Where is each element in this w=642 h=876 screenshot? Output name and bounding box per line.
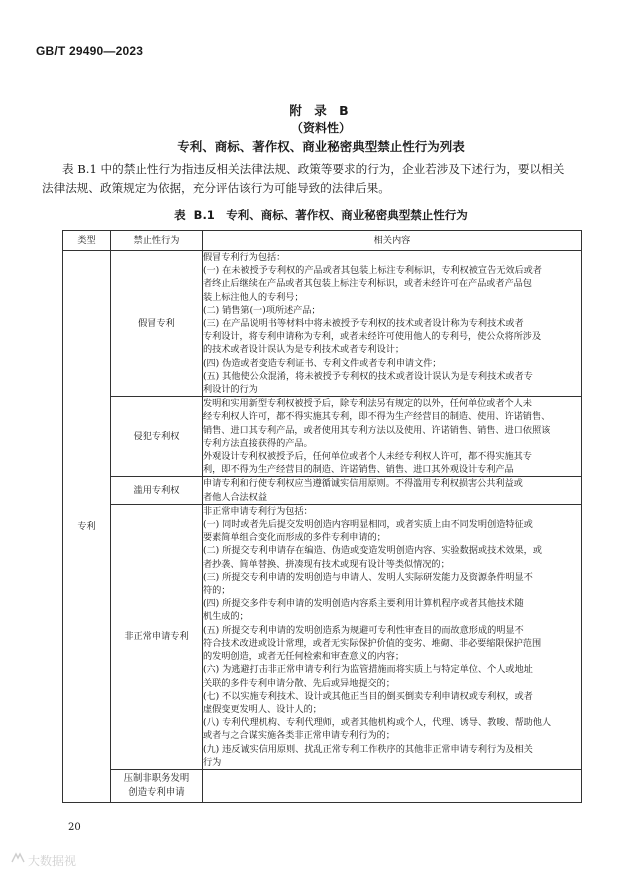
content-line: 经专利权人许可，都不得实施其专利，即不得为生产经营目的制造、使用、许诺销售、 bbox=[203, 411, 551, 423]
content-line: 专利设计，将专利申请称为专利，或者未经许可使用他人的专利号，使公众将所涉及 bbox=[203, 331, 542, 343]
prohibited-act-cell: 侵犯专利权 bbox=[111, 397, 203, 477]
header-prohibited: 禁止性行为 bbox=[111, 231, 203, 251]
prohibited-act-cell: 非正常申请专利 bbox=[111, 504, 203, 769]
content-line: 专利方法直接获得的产品。 bbox=[203, 437, 313, 449]
content-line: 申请专利和行使专利权应当遵循诚实信用原则。不得滥用专利权损害公共利益或 bbox=[203, 478, 523, 490]
page-number: 20 bbox=[68, 822, 81, 833]
content-line: 的技术或者设计误认为是专利技术或者专利设计； bbox=[203, 344, 405, 356]
header-content: 相关内容 bbox=[203, 231, 582, 251]
content-cell bbox=[203, 251, 582, 397]
table-row bbox=[63, 769, 582, 802]
content-line: 装上标注他人的专利号； bbox=[203, 291, 304, 303]
annex-type: （资料性） bbox=[290, 121, 351, 135]
prohibited-acts-table bbox=[62, 230, 582, 803]
content-line: 假冒专利行为包括： bbox=[203, 252, 286, 263]
content-line: (五) 其他使公众混淆，将未被授予专利权的技术或者设计误认为是专利技术或者专 bbox=[203, 370, 533, 382]
content-line: (一) 同时或者先后提交发明创造内容明显相同，或者实质上由不同发明创造特征或 bbox=[203, 519, 533, 531]
content-line: 发明和实用新型专利权被授予后，除专利法另有规定的以外，任何单位或者个人未 bbox=[203, 398, 532, 410]
content-line: 的发明创造，或者无任何检索和审查意义的内容； bbox=[203, 651, 405, 663]
content-line: (三) 在产品说明书等材料中将未被授予专利权的技术或者设计称为专利技术或者 bbox=[203, 318, 524, 330]
content-line: (八) 专利代理机构、专利代理师，或者其他机构或个人，代理、诱导、教唆、帮助他人 bbox=[203, 717, 552, 729]
content-line: 者他人合法权益 bbox=[203, 491, 267, 503]
content-line: (四) 伪造或者变造专利证书、专利文件或者专利申请文件； bbox=[203, 357, 442, 369]
content-line: 符的； bbox=[203, 585, 231, 597]
content-line: (七) 不以实施专利技术、设计或其他正当目的倒买倒卖专利申请权或专利权，或者 bbox=[203, 690, 533, 702]
content-line: 机生成的； bbox=[203, 611, 249, 623]
content-line: (二) 所提交专利申请存在编造、伪造或变造发明创造内容、实验数据或技术效果，或 bbox=[203, 545, 542, 557]
intro-line: 表 B.1 中的禁止性行为指违反相关法律法规、政策等要求的行为，企业若涉及下述行为，要以相关 bbox=[62, 162, 565, 176]
table-row bbox=[63, 251, 582, 397]
content-line: 外观设计专利权被授予后，任何单位或者个人未经专利权人许可，都不得实施其专 bbox=[203, 451, 532, 463]
intro-line: 法律法规、政策规定为依据，充分评估该行为可能导致的法律后果。 bbox=[42, 181, 390, 195]
category-cell: 专利 bbox=[63, 251, 111, 803]
annex-name: 专利、商标、著作权、商业秘密典型禁止性行为列表 bbox=[177, 139, 465, 154]
table-row bbox=[63, 397, 582, 477]
content-line: 非正常申请专利行为包括： bbox=[203, 505, 313, 517]
content-line: 符合技术改进或设计常理，或者无实际保护价值的变劣、堆砌、非必要缩限保护范围 bbox=[203, 637, 542, 649]
annex-title: 附 录 B bbox=[289, 103, 353, 118]
content-cell bbox=[203, 504, 582, 769]
content-line: 利，即不得为生产经营目的制造、许诺销售、销售、进口其外观设计专利产品 bbox=[203, 464, 514, 476]
header-category: 类型 bbox=[63, 231, 111, 251]
content-line: (六) 为逃避打击非正常申请专利行为监管措施而将实质上与特定单位、个人或地址 bbox=[203, 664, 533, 676]
table-title: 表 B.1 专利、商标、著作权、商业秘密典型禁止性行为 bbox=[174, 208, 468, 222]
content-line: 行为 bbox=[203, 756, 222, 768]
table-row bbox=[63, 477, 582, 504]
table-row bbox=[63, 504, 582, 769]
content-line: (三) 所提交专利申请的发明创造与申请人、发明人实际研发能力及资源条件明显不 bbox=[203, 571, 533, 583]
table-header-row bbox=[63, 231, 582, 251]
content-cell bbox=[203, 397, 582, 477]
prohibited-act-cell: 压制非职务发明 创造专利申请 bbox=[111, 769, 203, 802]
prohibited-act-cell: 滥用专利权 bbox=[111, 477, 203, 504]
content-line: 关联的多件专利申请分散、先后或异地提交的； bbox=[203, 677, 395, 689]
content-line: 者抄袭、简单替换、拼凑现有技术或现有设计等类似情况的； bbox=[203, 558, 450, 570]
content-line: (五) 所提交专利申请的发明创造系为规避可专利性审查目的而故意形成的明显不 bbox=[203, 624, 524, 636]
content-line: 要素简单组合变化而形成的多件专利申请的； bbox=[203, 532, 386, 544]
content-cell bbox=[203, 769, 582, 802]
content-line: (九) 违反诚实信用原则、扰乱正常专利工作秩序的其他非正常申请专利行为及相关 bbox=[203, 743, 533, 755]
content-line: 者终止后继续在产品或者其包装上标注专利标识，或者未经许可在产品或者产品包 bbox=[203, 278, 532, 290]
watermark-logo-icon bbox=[10, 852, 26, 864]
intro-paragraph bbox=[42, 160, 582, 198]
content-line: (二) 销售第(一)项所述产品； bbox=[203, 304, 321, 316]
content-line: (一) 在未被授予专利权的产品或者其包装上标注专利标识，专利权被宣告无效后或者 bbox=[203, 265, 542, 277]
content-line: 或者与之合谋实施各类非正常申请专利行为的； bbox=[203, 730, 395, 742]
watermark-text: 大数据视 bbox=[28, 854, 77, 868]
content-cell bbox=[203, 477, 582, 504]
content-line: 利设计的行为 bbox=[203, 384, 258, 396]
prohibited-act-cell: 假冒专利 bbox=[111, 251, 203, 397]
content-line: 销售、进口其专利产品，或者使用其专利方法以及使用、许诺销售、销售、进口依照该 bbox=[203, 424, 551, 436]
content-line: (四) 所提交多件专利申请的发明创造内容系主要利用计算机程序或者其他技术随 bbox=[203, 598, 524, 610]
standard-code: GB/T 29490—2023 bbox=[36, 44, 144, 58]
content-line: 虚假变更发明人、设计人的； bbox=[203, 703, 322, 715]
